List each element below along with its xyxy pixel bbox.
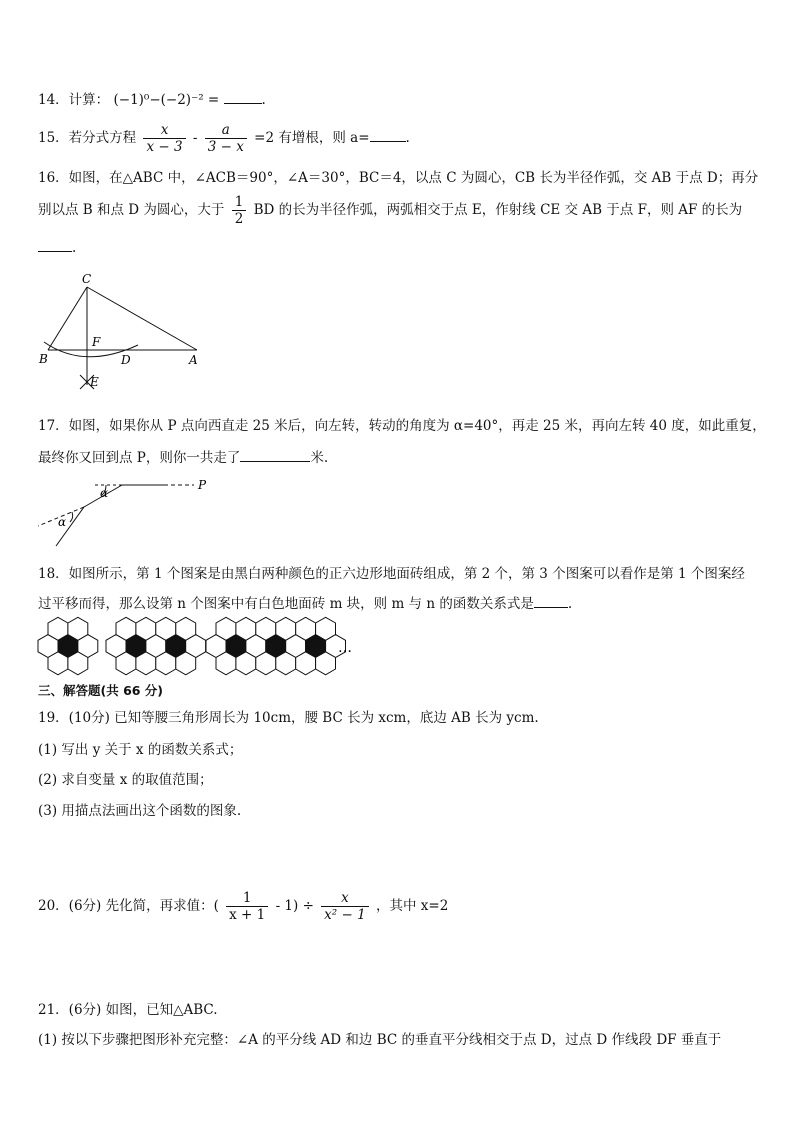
white-hexagon-tile (136, 652, 156, 675)
question-14: 14．计算： (−1)⁰−(−2)⁻² = . (38, 92, 266, 108)
segment-ca (87, 287, 197, 350)
question-19-line1: 19．(10分) 已知等腰三角形周长为 10cm，腰 BC 长为 xcm，底边 AB 长为 ycm. (38, 710, 539, 726)
label-alpha-1: α (100, 486, 109, 500)
angle-arc-2 (70, 512, 73, 522)
question-16-line3: . (38, 240, 76, 256)
white-hexagon-tile (296, 652, 316, 675)
label-d: D (121, 353, 131, 367)
fraction: $\frac{a}{3 - x}$ (205, 122, 247, 155)
answer-blank[interactable] (38, 251, 72, 252)
label-a: A (189, 353, 198, 367)
white-hexagon-tile (116, 652, 136, 675)
label-b: B (39, 352, 48, 366)
answer-blank[interactable] (240, 461, 310, 462)
label-p: P (198, 478, 207, 492)
white-hexagon-tile (176, 652, 196, 675)
label-e: E (90, 375, 99, 389)
question-16-line2: 别以点 B 和点 D 为圆心，大于 $\frac{1}{2}$ BD 的长为半径作弧，两弧相交于点 E，作射线 CE 交 AB 于点 F，则 AF 的长为 (38, 194, 743, 227)
segment-cb (48, 287, 87, 350)
question-19-part1: (1) 写出 y 关于 x 的函数关系式； (38, 742, 243, 758)
figure-17-path (34, 474, 224, 552)
question-15: 15．若分式方程 $\frac{x}{x - 3}$ - $\frac{a}{3 - x}$ =2 有增根，则 a= . (38, 122, 410, 155)
white-hexagon-tile (276, 652, 296, 675)
fraction-half: $\frac{1}{2}$ (232, 194, 247, 227)
answer-blank[interactable] (534, 607, 568, 608)
white-hexagon-tile (236, 652, 256, 675)
white-hexagon-tile (48, 652, 68, 675)
question-19-part2: (2) 求自变量 x 的取值范围； (38, 772, 213, 788)
ellipsis: … (338, 640, 352, 656)
fraction: $\frac{x}{\text{x² − 1}}$ (321, 890, 369, 923)
white-hexagon-tile (156, 652, 176, 675)
answer-blank[interactable] (370, 141, 406, 142)
white-hexagon-tile (256, 652, 276, 675)
question-16-line1: 16．如图，在△ABC 中，∠ACB＝90°，∠A＝30°，BC＝4，以点 C 为圆心，CB 长为半径作弧，交 AB 于点 D；再分 (38, 170, 759, 186)
answer-blank[interactable] (224, 103, 262, 104)
fraction: $\frac{x}{x - 3}$ (143, 122, 185, 155)
question-19-part3: (3) 用描点法画出这个函数的图象. (38, 803, 242, 819)
section-3-heading: 三、解答题(共 66 分) (38, 683, 164, 698)
label-c: C (82, 272, 92, 286)
figure-18-hexagon-patterns (34, 616, 364, 676)
white-hexagon-tile (316, 652, 336, 675)
question-21-line1: 21．(6分) 如图，已知△ABC. (38, 1002, 218, 1018)
question-17-line2: 最终你又回到点 P，则你一共走了 米. (38, 450, 329, 466)
question-17-line1: 17．如图，如果你从 P 点向西直走 25 米后，向左转，转动的角度为 α=40°，再走 25 米，再向左转 40 度，如此重复， (38, 418, 766, 434)
question-20: 20．(6分) 先化简，再求值：( $\frac{1}{x + 1}$ - 1) ÷ $\frac{x}{\text{x² − 1}}$ ，其中 x=2 (38, 890, 449, 923)
question-21-line2: (1) 按以下步骤把图形补充完整：∠A 的平分线 AD 和边 BC 的垂直平分线相交于点 D，过点 D 作线段 DF 垂直于 (38, 1032, 722, 1048)
question-18-line1: 18．如图所示，第 1 个图案是由黑白两种颜色的正六边形地面砖组成，第 2 个，第 3 个图案可以看作是第 1 个图案经 (38, 566, 745, 582)
white-hexagon-tile (216, 652, 236, 675)
q14-expression: (−1)⁰−(−2)⁻² = (113, 92, 220, 108)
figure-16-triangle (34, 270, 204, 395)
white-hexagon-tile (68, 652, 88, 675)
label-alpha-2: α (58, 515, 67, 529)
label-f: F (92, 335, 101, 349)
fraction: $\frac{1}{x + 1}$ (226, 890, 268, 923)
question-18-line2: 过平移而得，那么设第 n 个图案中有白色地面砖 m 块，则 m 与 n 的函数关系式是 . (38, 596, 573, 612)
